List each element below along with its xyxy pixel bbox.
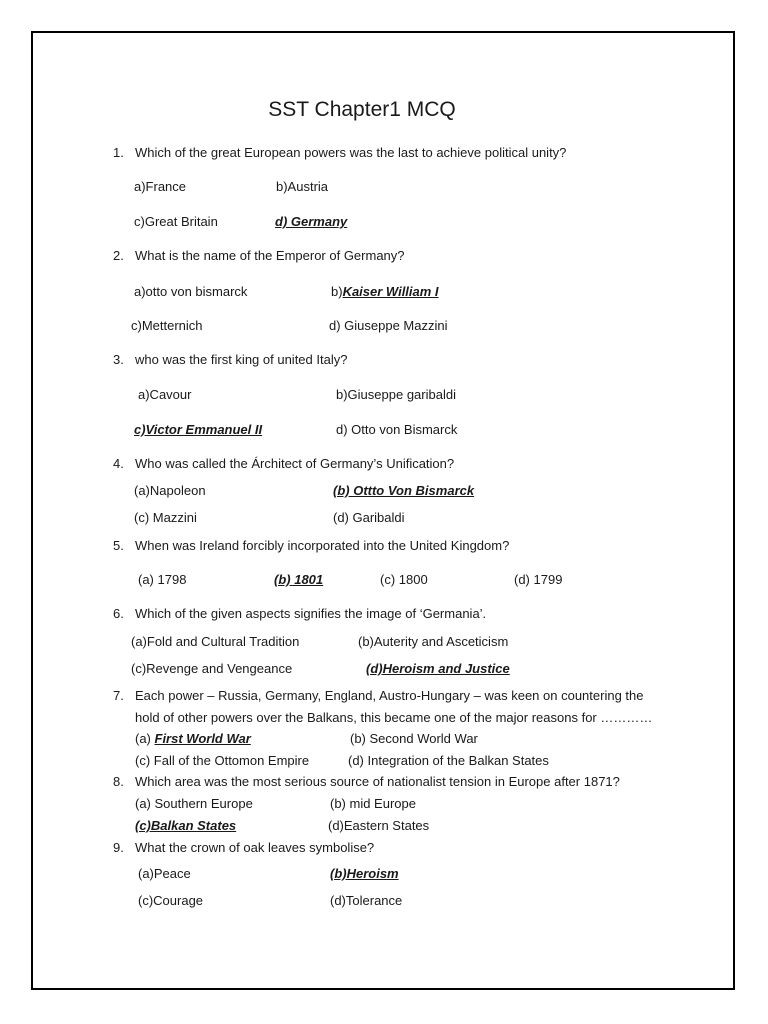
question-text: Which of the great European powers was the last to achieve political unity?: [135, 145, 567, 160]
option-c: c)Metternich: [131, 318, 203, 333]
option-d: (d)Eastern States: [328, 818, 430, 833]
option-c: (c) 1800: [380, 572, 428, 587]
option-b-answer: Kaiser William I: [342, 284, 439, 299]
option-b: [331, 284, 439, 300]
question-text: Which area was the most serious source of nationalist tension in Europe after 1871?: [135, 774, 620, 789]
option-a: (a)Peace: [138, 866, 191, 881]
option-a: (a)Fold and Cultural Tradition: [131, 634, 300, 649]
question-text: What the crown of oak leaves symbolise?: [135, 840, 375, 855]
question-number: 6.: [113, 606, 124, 621]
option-a: a)otto von bismarck: [134, 284, 248, 299]
option-a: (a)Napoleon: [134, 483, 206, 498]
option-d: d) Otto von Bismarck: [336, 422, 458, 437]
question-number: 7.: [113, 688, 124, 703]
option-a-prefix: (a): [135, 731, 155, 746]
option-d: (d) 1799: [514, 572, 563, 587]
option-b: (b) mid Europe: [330, 796, 416, 811]
question-text: When was Ireland forcibly incorporated into the United Kingdom?: [135, 538, 510, 553]
question-number: 4.: [113, 456, 124, 471]
option-d-answer: d) Germany: [275, 214, 348, 229]
question-text: who was the first king of united Italy?: [135, 352, 348, 367]
option-a: (a) 1798: [138, 572, 187, 587]
option-d: d) Giuseppe Mazzini: [329, 318, 448, 333]
option-c: c)Great Britain: [134, 214, 218, 229]
option-c: (c)Courage: [138, 893, 204, 908]
question-number: 5.: [113, 538, 124, 553]
option-c: (c) Fall of the Ottomon Empire: [135, 753, 310, 768]
option-a: a)France: [134, 179, 187, 194]
option-d: (d) Integration of the Balkan States: [348, 753, 549, 768]
question-number: 2.: [113, 248, 124, 263]
question-number: 9.: [113, 840, 124, 855]
question-text: What is the name of the Emperor of Germany?: [135, 248, 405, 263]
question-number: 1.: [113, 145, 124, 160]
option-c-answer: c)Victor Emmanuel II: [134, 422, 263, 437]
option-b-answer: (b) Ottto Von Bismarck: [333, 483, 475, 498]
question-number: 3.: [113, 352, 124, 367]
question-number: 8.: [113, 774, 124, 789]
page-title: SST Chapter1 MCQ: [268, 98, 456, 121]
option-b-answer: (b) 1801: [274, 572, 324, 587]
option-b: b)Austria: [276, 179, 329, 194]
option-d-answer: (d)Heroism and Justice: [366, 661, 510, 676]
question-text: Which of the given aspects signifies the image of ‘Germania’.: [135, 606, 487, 621]
option-a: a)Cavour: [138, 387, 192, 402]
option-c-answer: (c)Balkan States: [135, 818, 237, 833]
question-text-line1: Each power – Russia, Germany, England, Austro-Hungary – was keen on countering the: [135, 688, 644, 703]
option-b: (b) Second World War: [350, 731, 478, 746]
option-b-prefix: b): [331, 284, 343, 299]
option-c: (c)Revenge and Vengeance: [131, 661, 293, 676]
option-b: (b)Auterity and Asceticism: [358, 634, 509, 649]
option-b: b)Giuseppe garibaldi: [336, 387, 456, 402]
option-b-answer: (b)Heroism: [330, 866, 399, 881]
option-a: [135, 731, 251, 747]
option-d: (d) Garibaldi: [333, 510, 405, 525]
question-text-line2: hold of other powers over the Balkans, this became one of the major reasons for …………: [135, 710, 653, 725]
option-a-answer: First World War: [154, 731, 251, 746]
option-d: (d)Tolerance: [330, 893, 403, 908]
question-text: Who was called the Árchitect of Germany’s Unification?: [135, 456, 455, 471]
option-c: (c) Mazzini: [134, 510, 197, 525]
option-a: (a) Southern Europe: [135, 796, 253, 811]
